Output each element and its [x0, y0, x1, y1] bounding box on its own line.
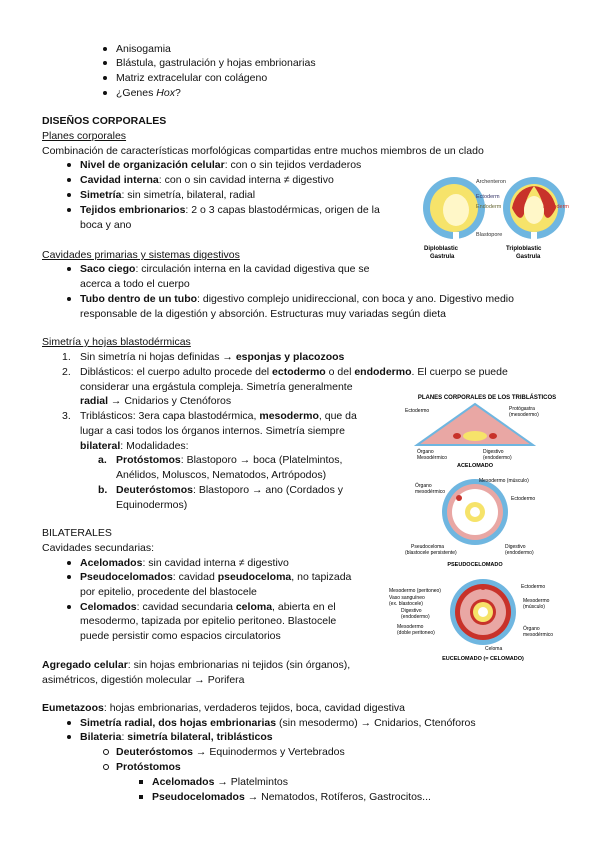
label-gastrula: Gastrula — [430, 254, 455, 260]
label: (endodermo) — [401, 614, 430, 620]
label-archenteron: Archenteron — [476, 179, 506, 185]
label: Mesodermo — [523, 598, 550, 604]
figure-title: PLANES CORPORALES DE LOS TRIBLÁSTICOS — [417, 395, 557, 401]
paragraph: Agregado celular: sin hojas embrionarias ni tejidos (sin órganos), — [42, 659, 351, 671]
label: Órgano — [523, 626, 540, 632]
section-title: BILATERALES — [42, 527, 112, 539]
list-item: Matriz extracelular con colágeno — [116, 72, 268, 84]
lettered-item-continuation: Equinodermos) — [116, 499, 188, 511]
numbered-item: 3. Triblásticos: 3era capa blastodérmica, mesodermo, que da — [62, 410, 357, 422]
list-item: Tubo dentro de un tubo: digestivo complejo unidireccional, con boca y ano. Digestivo medio — [80, 293, 514, 305]
numbered-item-continuation: lugar a casi todos los órganos internos. Simetría siempre — [80, 425, 345, 437]
list-item: Pseudocelomados → Nematodos, Rotíferos, Gastrocitos... — [152, 791, 431, 803]
label: Ectodermo — [405, 408, 430, 414]
label: Mesodérmico — [417, 455, 448, 461]
list-item: Anisogamia — [116, 43, 171, 55]
label-triploblastic: Triploblastic — [506, 246, 542, 252]
subsection-title: Simetría y hojas blastodérmicas — [42, 336, 191, 348]
label: Protógastra — [509, 406, 535, 412]
label: Mesodermo (peritoneo) — [389, 588, 441, 594]
list-item-continuation: responsable de la digestión y absorción. Estructuras muy variadas según dieta — [80, 308, 446, 320]
list-item: Protóstomos — [116, 761, 181, 773]
label: Órgano — [415, 483, 432, 489]
paragraph: Combinación de características morfológicas compartidas entre muchos miembros de un clado — [42, 145, 484, 157]
list-item — [116, 86, 181, 100]
list-item: Saco ciego: circulación interna en la cavidad digestiva que se — [80, 263, 370, 275]
gastrula-figure — [416, 170, 576, 260]
list-item-continuation: boca y ano — [80, 219, 132, 231]
list-item-continuation: mesodermo, tapizada por epitelio peritoneo. Blastocele — [80, 615, 337, 627]
label: Vaso sanguíneo — [389, 595, 425, 601]
label-pseudocelomado: PSEUDOCELOMADO — [447, 562, 503, 568]
label: Digestivo — [401, 608, 422, 614]
label: Ectodermo — [521, 584, 546, 590]
label: mesodérmico — [523, 632, 554, 638]
paragraph: Eumetazoos: hojas embrionarias, verdaderos tejidos, boca, cavidad digestiva — [42, 702, 406, 714]
label: Ectodermo — [511, 496, 536, 502]
label: (endodermo) — [483, 455, 512, 461]
label-ectoderm: Ectoderm — [476, 194, 500, 200]
label: (doble peritoneo) — [397, 630, 435, 636]
lettered-item-continuation: Anélidos, Moluscos, Nematodos, Artrópodos) — [116, 469, 327, 481]
list-item: Blástula, gastrulación y hojas embrionarias — [116, 57, 316, 69]
label: (ex. blastocele) — [389, 601, 423, 607]
label: mesodérmico — [415, 489, 446, 495]
lettered-item: a. Protóstomos: Blastoporo → boca (Platelmintos, — [98, 454, 343, 466]
list-item: Pseudocelomados: cavidad pseudoceloma, no tapizada — [80, 571, 352, 583]
text: ? — [174, 87, 181, 99]
label-acelomado: ACELOMADO — [456, 463, 494, 469]
numbered-item-continuation: radial → Cnidarios y Ctenóforos — [80, 395, 232, 407]
subsection-title: Cavidades primarias y sistemas digestivos — [42, 249, 240, 261]
list-item: Acelomados → Platelmintos — [152, 776, 288, 788]
numbered-item: 2. Diblásticos: el cuerpo adulto procede del ectodermo o del endodermo. El cuerpo se puede — [62, 366, 508, 378]
list-item-continuation: por epitelio, procedente del blastocele — [80, 586, 257, 598]
body-plans-figure — [387, 390, 587, 665]
label-endoderm: Endoderm — [476, 204, 502, 210]
label: Celoma — [485, 646, 503, 652]
label: (músculo) — [523, 604, 545, 610]
section-heading: DISEÑOS CORPORALES — [42, 115, 167, 127]
list-item-continuation: acerca a todo el cuerpo — [80, 278, 190, 290]
label: Digestivo — [505, 544, 526, 550]
label: Órgano — [417, 449, 434, 455]
label: Pseudoceloma — [411, 544, 445, 550]
list-item: Simetría radial, dos hojas embrionarias (sin mesodermo) → Cnidarios, Ctenóforos — [80, 717, 476, 729]
list-item: Celomados: cavidad secundaria celoma, abierta en el — [80, 601, 336, 613]
label: (blastocele persistente) — [405, 550, 457, 556]
label-diploblastic: Diploblastic — [424, 246, 459, 252]
numbered-item-continuation: bilateral: Modalidades: — [80, 440, 189, 452]
text: ¿Genes — [116, 87, 157, 99]
label: Mesodermo (músculo) — [479, 478, 529, 484]
list-item: Nivel de organización celular: con o sin tejidos verdaderos — [80, 159, 362, 171]
list-item: Deuteróstomos → Equinodermos y Vertebrados — [116, 746, 345, 758]
label: (mesodermo) — [509, 412, 539, 418]
paragraph: asimétricos, digestión molecular → Porifera — [42, 674, 245, 686]
label-gastrula: Gastrula — [516, 254, 541, 260]
list-item: Bilateria: simetría bilateral, triblásticos — [80, 731, 273, 743]
label: (endodermo) — [505, 550, 534, 556]
label: Mesodermo — [397, 624, 424, 630]
label: Digestivo — [483, 449, 504, 455]
list-item: Simetría: sin simetría, bilateral, radial — [80, 189, 256, 201]
text: Hox — [156, 87, 175, 99]
lettered-item: b. Deuteróstomos: Blastoporo → ano (Cordados y — [98, 484, 344, 496]
paragraph: Cavidades secundarias: — [42, 542, 155, 554]
subsection-title: Planes corporales — [42, 130, 127, 142]
label-eucelomado: EUCELOMADO (= CELOMADO) — [442, 656, 524, 662]
numbered-item: 1. Sin simetría ni hojas definidas → esponjas y placozoos — [62, 351, 345, 363]
label-blastopore: Blastopore — [476, 232, 503, 238]
numbered-item-continuation: considerar una ergástula compleja. Simetría generalmente — [80, 381, 353, 393]
list-item-continuation: puede persistir como espacios circulatorios — [80, 630, 281, 642]
list-item: Acelomados: sin cavidad interna ≠ digestivo — [80, 557, 289, 569]
list-item: Cavidad interna: con o sin cavidad interna ≠ digestivo — [80, 174, 334, 186]
list-item: Tejidos embrionarios: 2 o 3 capas blastodérmicas, origen de la — [80, 204, 380, 216]
label-mesoderm: Mesoderm — [543, 204, 569, 210]
